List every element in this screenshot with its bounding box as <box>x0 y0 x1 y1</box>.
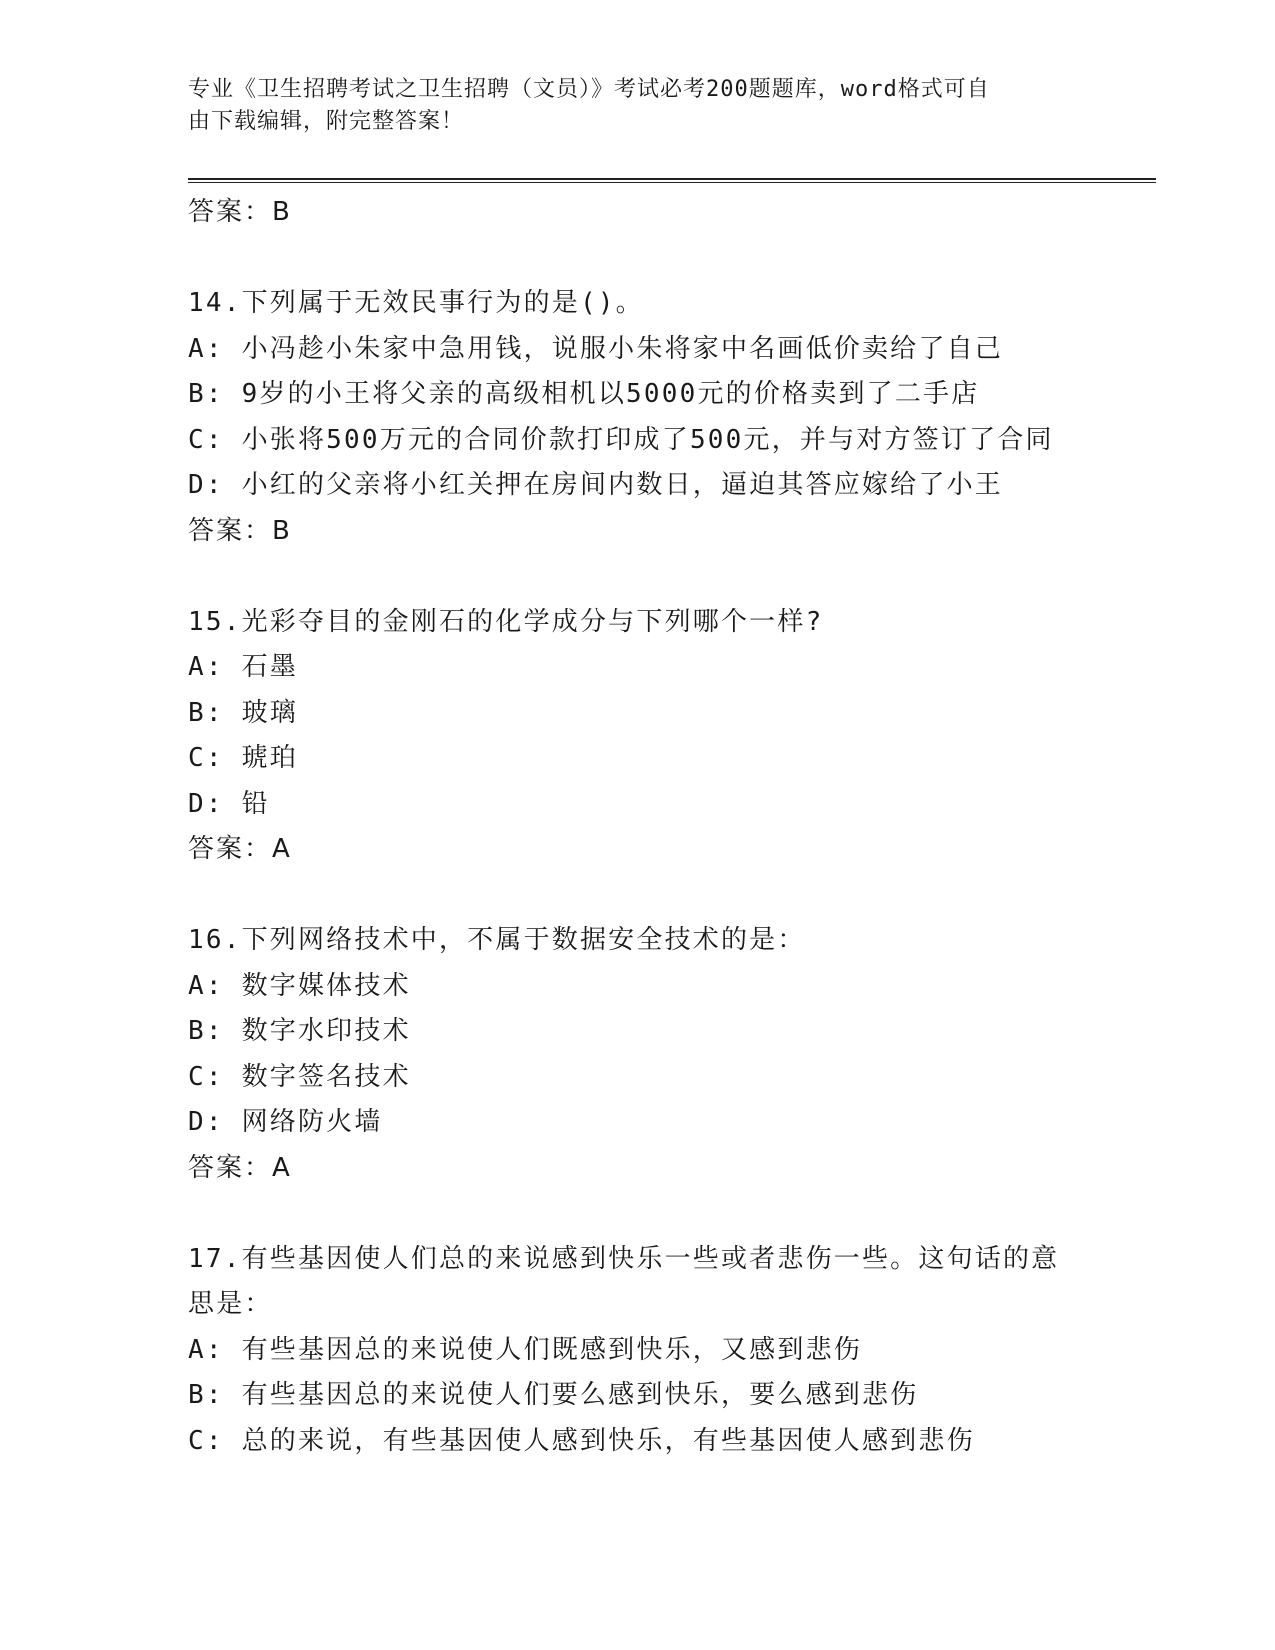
question-text: 下列属于无效民事行为的是()。 <box>241 288 644 318</box>
option-c: C: 数字签名技术 <box>188 1061 411 1092</box>
question-number: 14. <box>188 288 242 318</box>
header-line-1: 专业《卫生招聘考试之卫生招聘（文员）》考试必考200题题库，word格式可自 <box>188 77 990 102</box>
question-stem <box>188 600 1088 646</box>
question-text: 下列网络技术中，不属于数据安全技术的是： <box>241 925 806 955</box>
question-15 <box>188 600 1088 873</box>
option-c: C: 总的来说，有些基因使人感到快乐，有些基因使人感到悲伤 <box>188 1425 975 1456</box>
question-14 <box>188 281 1088 554</box>
question-stem <box>188 918 1088 964</box>
answer-value: A <box>272 1152 292 1183</box>
header-divider <box>188 178 1156 183</box>
answer-value: B <box>272 515 292 546</box>
document-header <box>188 74 1068 138</box>
question-list <box>188 190 1088 1464</box>
option-a: A: 有些基因总的来说使人们既感到快乐，又感到悲伤 <box>188 1334 862 1365</box>
header-line-2: 由下载编辑，附完整答案！ <box>188 109 465 134</box>
option-b: B: 数字水印技术 <box>188 1016 411 1046</box>
answer-line: 答案：A <box>188 834 292 864</box>
question-17 <box>188 1237 1088 1465</box>
answer-line: 答案：B <box>188 515 292 546</box>
answer-value: B <box>272 197 292 227</box>
option-c: C: 小张将500万元的合同价款打印成了500元，并与对方签订了合同 <box>188 424 1054 455</box>
question-number: 15. <box>188 606 242 637</box>
question-text: 光彩夺目的金刚石的化学成分与下列哪个一样? <box>241 606 824 637</box>
option-d: D: 铅 <box>188 788 270 819</box>
option-a: A: 小冯趁小朱家中急用钱，说服小朱将家中名画低价卖给了自己 <box>188 333 1003 364</box>
question-16 <box>188 918 1088 1191</box>
question-number: 17. <box>188 1243 242 1274</box>
question-stem-continued: 思是： <box>188 1289 273 1319</box>
answer-line: 答案：A <box>188 1152 292 1183</box>
answer-line: 答案：B <box>188 197 292 227</box>
option-a: A: 数字媒体技术 <box>188 970 411 1001</box>
option-b: B: 玻璃 <box>188 697 298 728</box>
question-stem <box>188 1237 1088 1283</box>
option-d: D: 小红的父亲将小红关押在房间内数日，逼迫其答应嫁给了小王 <box>188 470 1003 500</box>
question-number: 16. <box>188 925 242 955</box>
option-a: A: 石墨 <box>188 652 298 682</box>
question-text: 有些基因使人们总的来说感到快乐一些或者悲伤一些。这句话的意 <box>241 1243 1060 1274</box>
answer-value: A <box>272 834 292 864</box>
option-d: D: 网络防火墙 <box>188 1107 383 1137</box>
option-c: C: 琥珀 <box>188 743 298 773</box>
question-stem <box>188 281 1088 327</box>
option-b: B: 9岁的小王将父亲的高级相机以5000元的价格卖到了二手店 <box>188 379 980 409</box>
option-b: B: 有些基因总的来说使人们要么感到快乐，要么感到悲伤 <box>188 1380 919 1410</box>
